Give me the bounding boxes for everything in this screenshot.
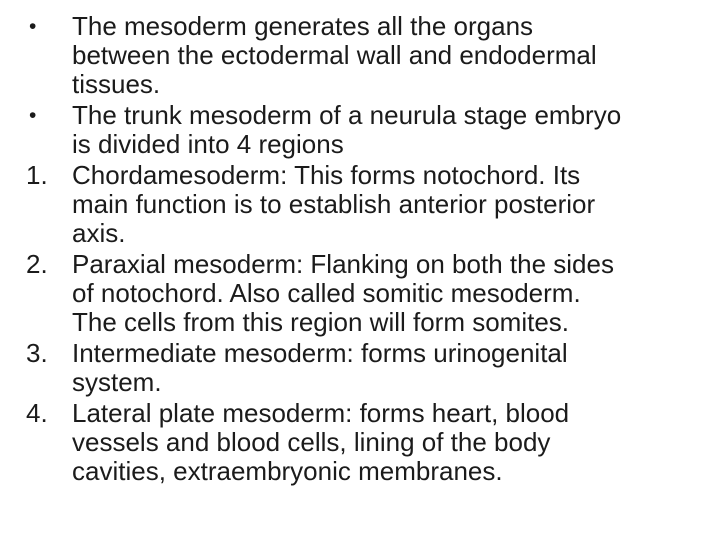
item-text — [72, 161, 710, 248]
text-line: Intermediate mesoderm: forms urinogenital — [72, 338, 568, 368]
text-line: The cells from this region will form somites. — [72, 307, 570, 337]
text-line: between the ectodermal wall and endodermal — [72, 40, 597, 70]
list-item-2 — [26, 101, 710, 159]
text-line: Paraxial mesoderm: Flanking on both the sides — [72, 249, 614, 279]
item-text — [72, 101, 710, 159]
number-marker: 2. — [26, 249, 48, 279]
bullet-marker: • — [29, 15, 37, 38]
text-line: axis. — [72, 218, 126, 248]
list-item-4 — [26, 250, 710, 337]
bullet-marker: • — [29, 104, 37, 127]
list-item-3 — [26, 161, 710, 248]
text-line: of notochord. Also called somitic mesoderm. — [72, 278, 581, 308]
text-line: vessels and blood cells, lining of the body — [72, 427, 551, 457]
list-item-1 — [26, 12, 710, 99]
text-line: main function is to establish anterior posterior — [72, 189, 596, 219]
text-line: Chordamesoderm: This forms notochord. Its — [72, 160, 581, 190]
slide-text-list — [26, 12, 710, 486]
text-line: cavities, extraembryonic membranes. — [72, 456, 503, 486]
number-marker: 1. — [26, 160, 48, 190]
text-line: The mesoderm generates all the organs — [72, 11, 534, 41]
list-item-6 — [26, 399, 710, 486]
text-line: The trunk mesoderm of a neurula stage embryo — [72, 100, 622, 130]
text-line: Lateral plate mesoderm: forms heart, blood — [72, 398, 570, 428]
text-line: is divided into 4 regions — [72, 129, 344, 159]
item-text — [72, 12, 710, 99]
text-line: tissues. — [72, 69, 161, 99]
item-text — [72, 339, 710, 397]
text-line: system. — [72, 367, 162, 397]
item-text — [72, 399, 710, 486]
number-marker: 3. — [26, 338, 48, 368]
number-marker: 4. — [26, 398, 48, 428]
item-text — [72, 250, 710, 337]
list-item-5 — [26, 339, 710, 397]
